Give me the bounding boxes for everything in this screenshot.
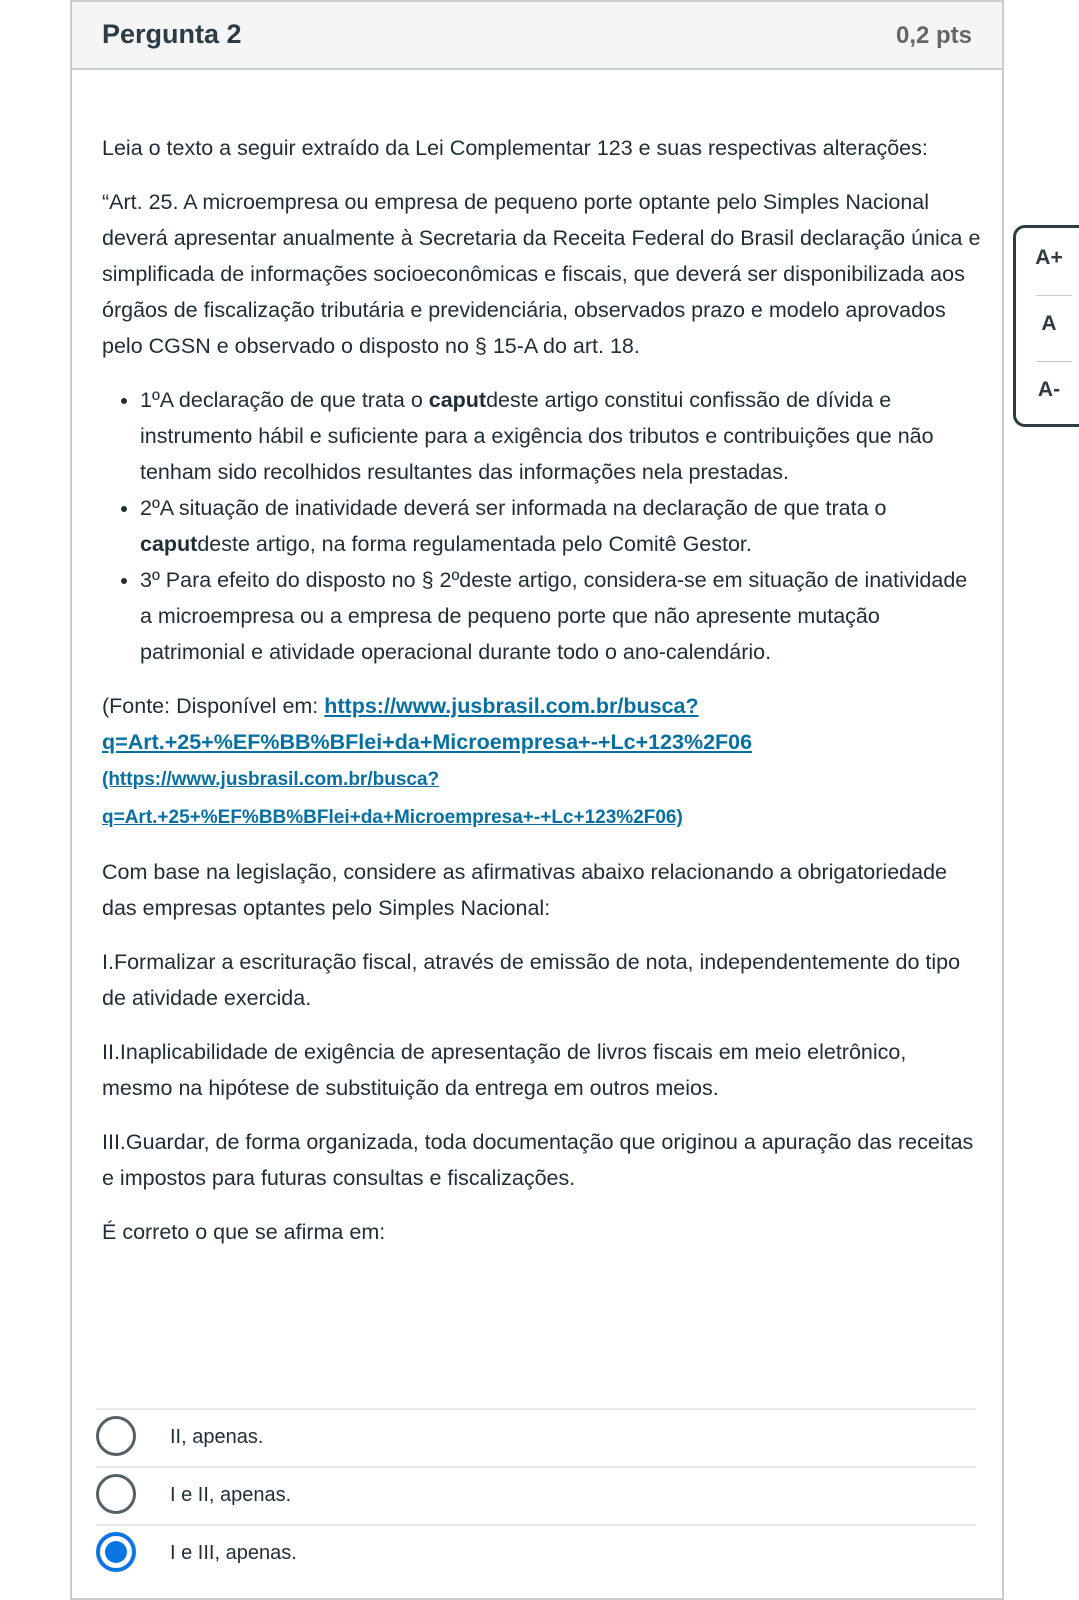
source-link-continued[interactable]: q=Art.+25+%EF%BB%BFlei+da+Microempresa+-+Lc+123%2F06 bbox=[102, 730, 753, 754]
font-decrease-button[interactable]: A- bbox=[1037, 378, 1061, 401]
answer-option[interactable] bbox=[96, 1466, 976, 1524]
statement-1: I.Formalizar a escrituração fiscal, através de emissão de nota, independentemente do tipo de atividade exercida. bbox=[102, 950, 961, 1010]
question-points: 0,2 pts bbox=[895, 22, 972, 49]
divider bbox=[1036, 295, 1072, 296]
answer-list bbox=[96, 1408, 976, 1582]
answer-label[interactable]: I e II, apenas. bbox=[170, 1484, 292, 1506]
source-link-secondary[interactable]: (https://www.jusbrasil.com.br/busca? bbox=[102, 769, 440, 790]
answer-option[interactable] bbox=[96, 1408, 976, 1466]
prompt-paragraph: Com base na legislação, considere as afirmativas abaixo relacionando a obrigatoriedade das empresas optantes pelo Simples Nacional: bbox=[102, 860, 947, 920]
answer-label[interactable]: I e III, apenas. bbox=[170, 1542, 297, 1564]
statement-3: III.Guardar, de forma organizada, toda documentação que originou a apuração das receitas e impostos para futuras consultas e fiscalizações. bbox=[102, 1130, 974, 1190]
bullet-item: • 2ºA situação de inatividade deverá ser informada na declaração de que trata o caputdeste artigo, na forma regulamentada pelo Comitê Gestor. bbox=[140, 490, 982, 562]
question-card bbox=[70, 0, 1004, 1600]
question-title: Pergunta 2 bbox=[102, 19, 242, 49]
bullet-item: • 1ºA declaração de que trata o caputdeste artigo constitui confissão de dívida e instrumento hábil e suficiente para a exigência dos tributos e contribuições que não tenham sido recolhidos resultantes das informações nela prestadas. bbox=[140, 382, 982, 490]
source-prefix: (Fonte: Disponível em: bbox=[102, 694, 325, 718]
radio-button-selected[interactable] bbox=[96, 1532, 136, 1572]
font-size-panel bbox=[1013, 225, 1079, 427]
answer-label[interactable]: II, apenas. bbox=[170, 1426, 264, 1448]
font-increase-button[interactable]: A+ bbox=[1035, 246, 1063, 269]
source-link-secondary-continued[interactable]: q=Art.+25+%EF%BB%BFlei+da+Microempresa+-+Lc+123%2F06) bbox=[102, 807, 683, 828]
statement-2: II.Inaplicabilidade de exigência de apresentação de livros fiscais em meio eletrônico, mesmo na hipótese de substituição da entrega em outros meios. bbox=[102, 1040, 907, 1100]
question-line: É correto o que se afirma em: bbox=[102, 1220, 386, 1244]
radio-button[interactable] bbox=[96, 1416, 136, 1456]
answer-option-selected[interactable] bbox=[96, 1524, 976, 1582]
source-paragraph bbox=[102, 688, 982, 836]
question-text bbox=[102, 130, 982, 1268]
article-bullet-list bbox=[102, 382, 982, 670]
divider bbox=[1036, 361, 1072, 362]
intro-paragraph: Leia o texto a seguir extraído da Lei Complementar 123 e suas respectivas alterações: bbox=[102, 136, 928, 160]
question-header bbox=[72, 0, 1002, 70]
bullet-item: • 3º Para efeito do disposto no § 2ºdeste artigo, considera-se em situação de inatividade a microempresa ou a empresa de pequeno porte que não apresente mutação patrimonial e atividade operacional durante todo o ano-calendário. bbox=[140, 562, 982, 670]
source-link[interactable]: https://www.jusbrasil.com.br/busca? bbox=[324, 694, 699, 718]
article-paragraph: “Art. 25. A microempresa ou empresa de pequeno porte optante pelo Simples Nacional deverá apresentar anualmente à Secretaria da Receita Federal do Brasil declaração única e simplificada de informações socioeconômicas e fiscais, que deverá ser disponibilizada aos órgãos de fiscalização tributária e previdenciária, observados prazo e modelo aprovados pelo CGSN e observado o disposto no § 15-A do art. 18. bbox=[102, 190, 981, 358]
font-normal-button[interactable]: A bbox=[1041, 312, 1057, 335]
radio-button[interactable] bbox=[96, 1474, 136, 1514]
